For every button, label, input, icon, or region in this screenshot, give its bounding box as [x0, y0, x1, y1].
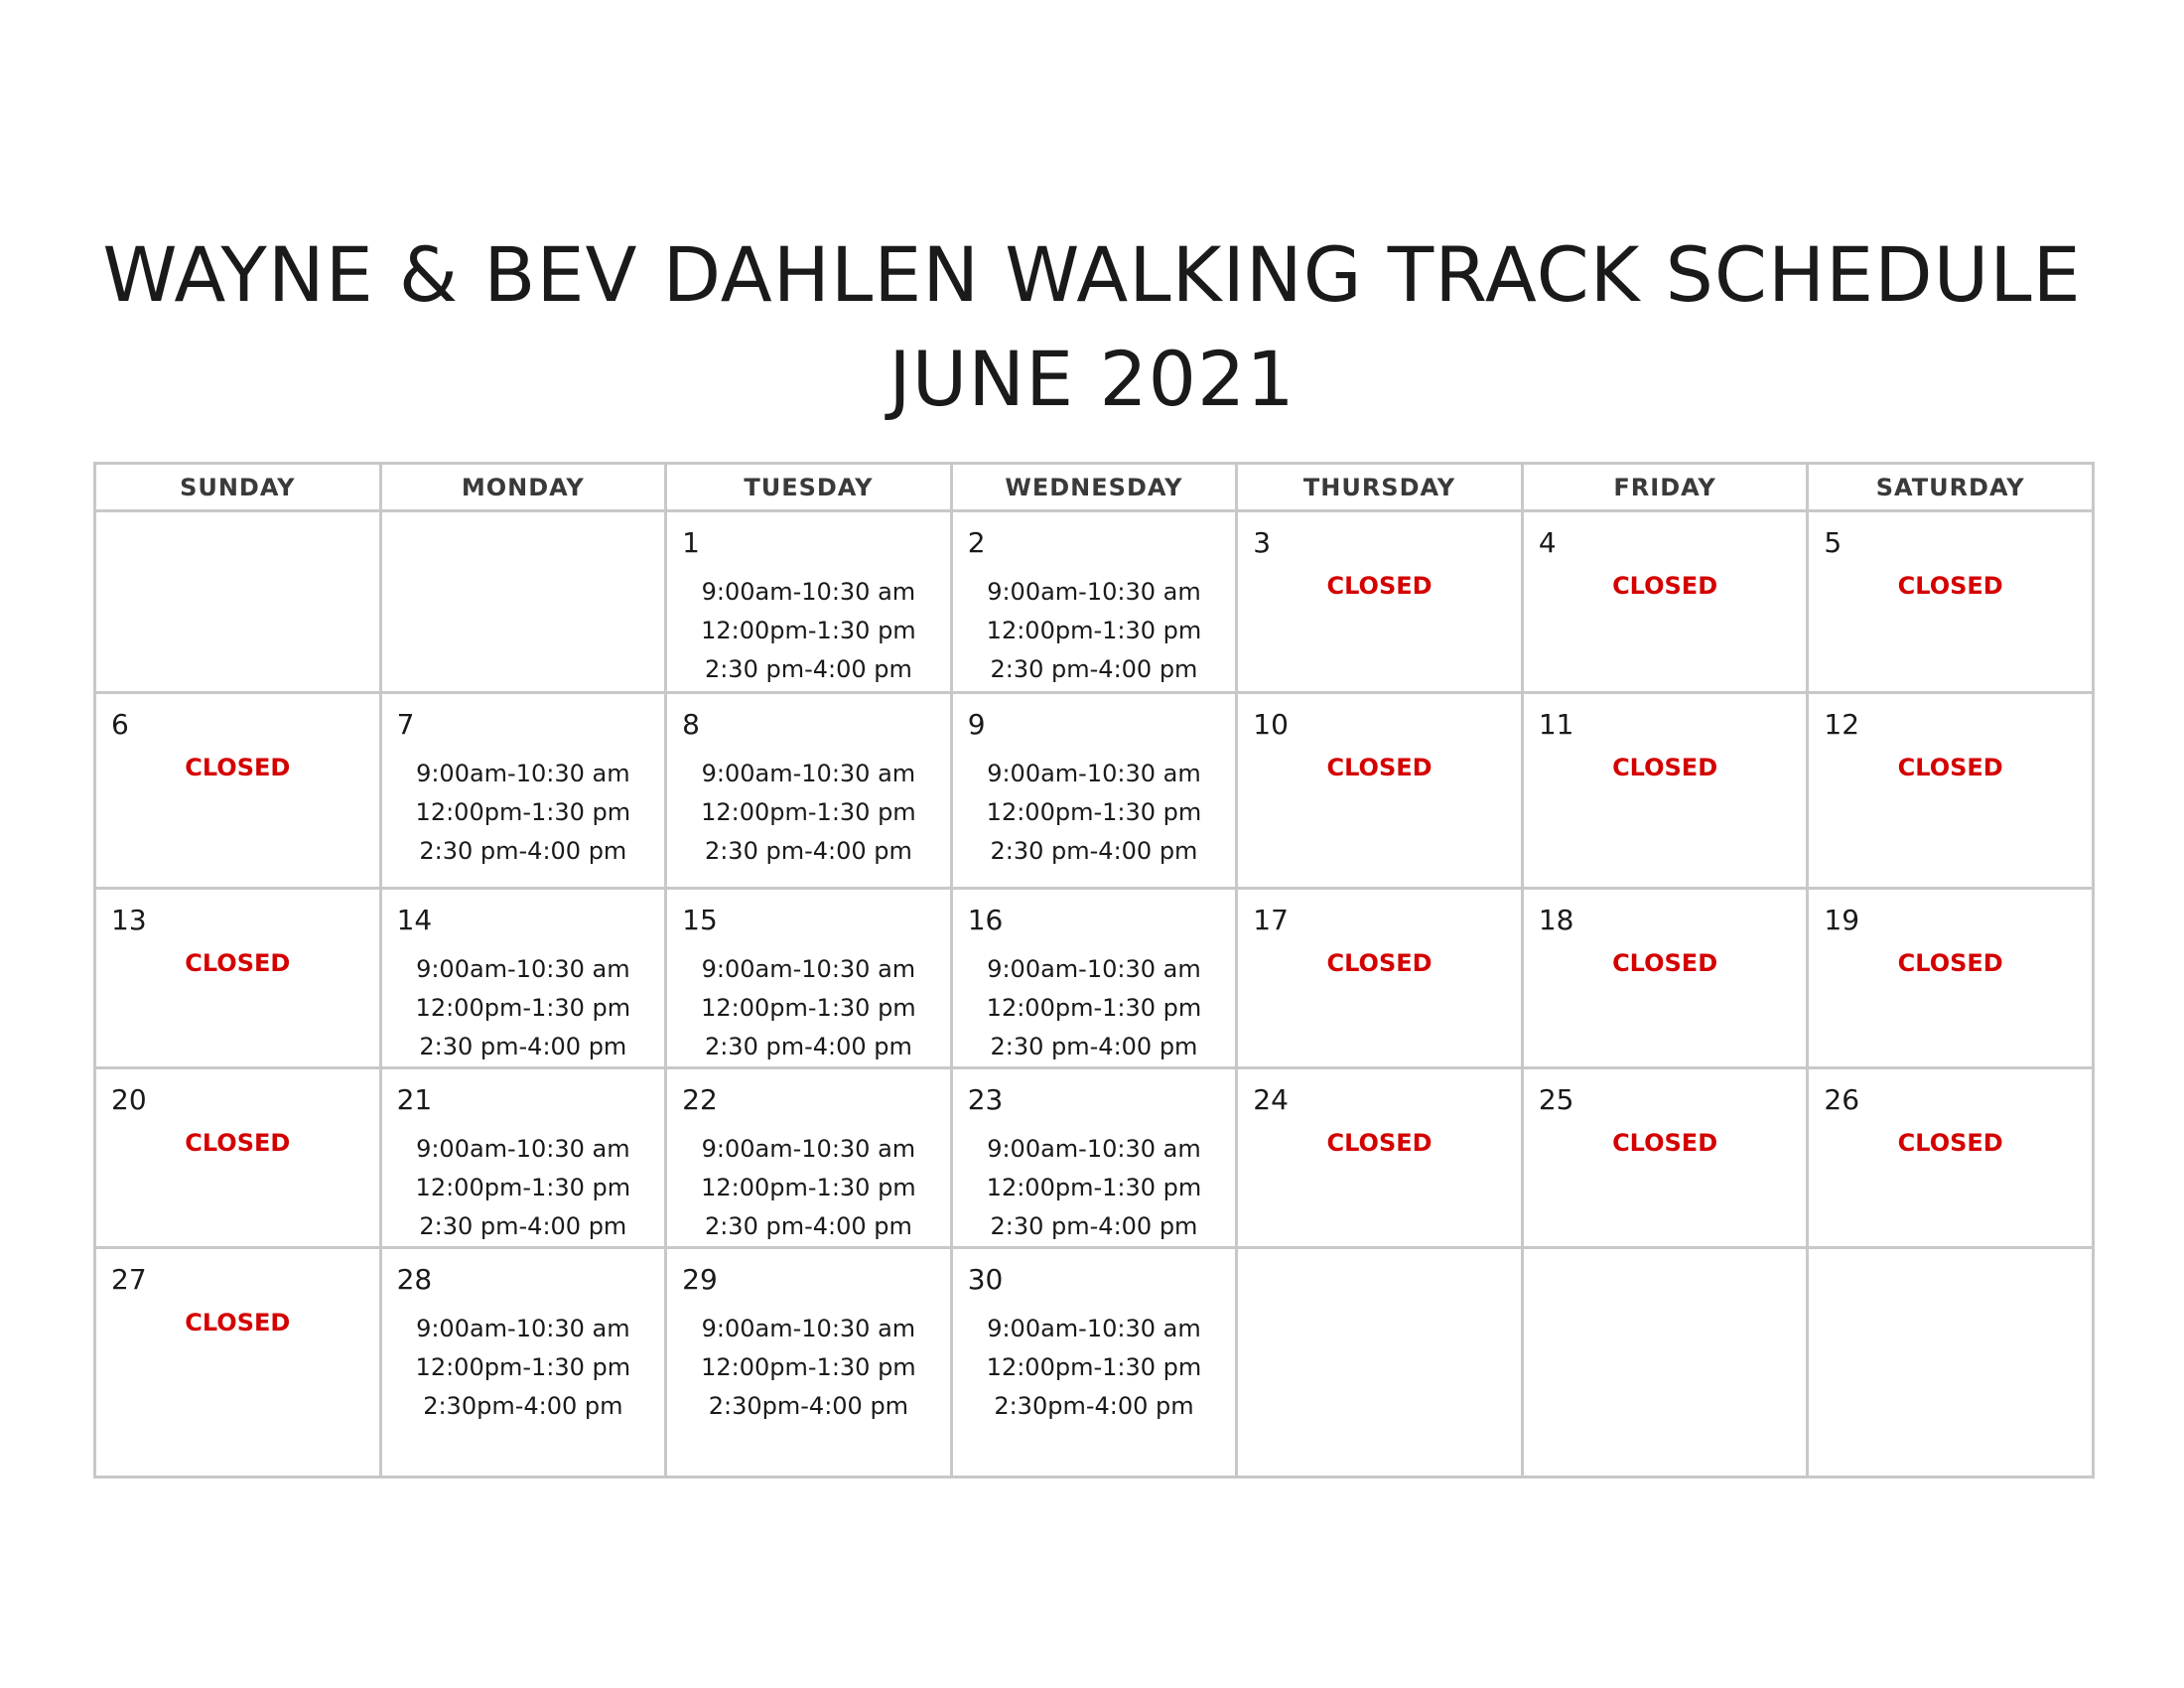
day-cell — [666, 889, 952, 1068]
time-slot: 2:30 pm-4:00 pm — [990, 655, 1198, 683]
day-number: 29 — [682, 1263, 718, 1296]
day-number: 8 — [682, 708, 700, 741]
time-slot-list — [953, 1130, 1236, 1246]
day-cell — [1522, 511, 1808, 693]
time-slot: 9:00am-10:30 am — [987, 955, 1201, 983]
time-slot: 12:00pm-1:30 pm — [415, 1353, 631, 1381]
time-slot: 2:30 pm-4:00 pm — [990, 1212, 1198, 1240]
week-row — [95, 511, 2094, 693]
time-slot: 12:00pm-1:30 pm — [701, 1353, 916, 1381]
time-slot-list — [953, 950, 1236, 1066]
day-cell — [951, 889, 1237, 1068]
week-row — [95, 1068, 2094, 1248]
day-cell — [666, 1248, 952, 1477]
time-slot-list — [667, 1310, 950, 1426]
day-number: 15 — [682, 904, 718, 936]
day-cell — [380, 1068, 666, 1248]
day-number: 21 — [396, 1083, 433, 1116]
day-number: 3 — [1253, 526, 1272, 559]
day-cell — [666, 693, 952, 889]
day-cell — [1237, 889, 1523, 1068]
time-slot: 2:30 pm-4:00 pm — [419, 837, 627, 865]
closed-label: CLOSED — [1897, 949, 2003, 977]
time-slot: 9:00am-10:30 am — [987, 578, 1201, 606]
time-slot-list — [953, 755, 1236, 871]
day-number: 4 — [1538, 526, 1557, 559]
day-number: 9 — [967, 708, 986, 741]
day-cell — [380, 693, 666, 889]
day-number: 30 — [967, 1263, 1004, 1296]
day-cell — [1237, 511, 1523, 693]
page-subtitle-month: JUNE 2021 — [888, 335, 1296, 423]
closed-label: CLOSED — [185, 1309, 291, 1336]
weekday-header: WEDNESDAY — [951, 464, 1237, 511]
day-cell — [95, 1068, 381, 1248]
day-number: 28 — [396, 1263, 433, 1296]
closed-label: CLOSED — [1612, 1129, 1718, 1157]
day-cell — [1522, 889, 1808, 1068]
day-number: 6 — [111, 708, 129, 741]
day-number: 10 — [1253, 708, 1289, 741]
time-slot: 9:00am-10:30 am — [701, 760, 916, 787]
day-cell — [1522, 693, 1808, 889]
closed-label: CLOSED — [1612, 572, 1718, 600]
time-slot: 12:00pm-1:30 pm — [701, 1174, 916, 1201]
weekday-header: THURSDAY — [1237, 464, 1523, 511]
day-cell — [666, 511, 952, 693]
calendar-body — [95, 511, 2094, 1477]
time-slot: 9:00am-10:30 am — [701, 1315, 916, 1342]
day-number: 17 — [1253, 904, 1289, 936]
time-slot-list — [953, 573, 1236, 689]
day-number: 19 — [1824, 904, 1860, 936]
closed-label: CLOSED — [1326, 949, 1433, 977]
time-slot-list — [382, 950, 665, 1066]
time-slot: 12:00pm-1:30 pm — [415, 994, 631, 1022]
day-number: 5 — [1824, 526, 1843, 559]
time-slot: 9:00am-10:30 am — [416, 955, 630, 983]
closed-label: CLOSED — [1326, 572, 1433, 600]
time-slot: 2:30 pm-4:00 pm — [704, 837, 912, 865]
weekday-header: SATURDAY — [1808, 464, 2094, 511]
day-number: 16 — [967, 904, 1004, 936]
day-cell — [666, 1068, 952, 1248]
time-slot: 2:30 pm-4:00 pm — [419, 1212, 627, 1240]
week-row — [95, 889, 2094, 1068]
day-number: 14 — [396, 904, 433, 936]
day-number: 22 — [682, 1083, 718, 1116]
closed-label: CLOSED — [1897, 754, 2003, 781]
day-number: 2 — [967, 526, 986, 559]
day-cell — [951, 1068, 1237, 1248]
empty-day-cell — [1237, 1248, 1523, 1477]
day-cell — [951, 1248, 1237, 1477]
time-slot: 12:00pm-1:30 pm — [701, 617, 916, 644]
week-row — [95, 693, 2094, 889]
day-number: 12 — [1824, 708, 1860, 741]
time-slot: 2:30 pm-4:00 pm — [419, 1033, 627, 1060]
time-slot: 12:00pm-1:30 pm — [415, 798, 631, 826]
closed-label: CLOSED — [1897, 572, 2003, 600]
time-slot: 9:00am-10:30 am — [987, 760, 1201, 787]
weekday-header: MONDAY — [380, 464, 666, 511]
time-slot: 9:00am-10:30 am — [416, 1315, 630, 1342]
time-slot-list — [382, 755, 665, 871]
time-slot: 12:00pm-1:30 pm — [701, 798, 916, 826]
closed-label: CLOSED — [1897, 1129, 2003, 1157]
day-number: 11 — [1538, 708, 1574, 741]
time-slot: 2:30 pm-4:00 pm — [704, 655, 912, 683]
time-slot: 12:00pm-1:30 pm — [986, 1353, 1202, 1381]
time-slot: 12:00pm-1:30 pm — [415, 1174, 631, 1201]
day-number: 27 — [111, 1263, 147, 1296]
closed-label: CLOSED — [185, 754, 291, 781]
time-slot: 9:00am-10:30 am — [701, 955, 916, 983]
time-slot: 9:00am-10:30 am — [701, 578, 916, 606]
day-cell — [1522, 1068, 1808, 1248]
weekday-header: TUESDAY — [666, 464, 952, 511]
time-slot: 9:00am-10:30 am — [416, 1135, 630, 1163]
day-number: 24 — [1253, 1083, 1289, 1116]
time-slot-list — [382, 1130, 665, 1246]
week-row — [95, 1248, 2094, 1477]
day-number: 23 — [967, 1083, 1004, 1116]
time-slot: 2:30 pm-4:00 pm — [990, 1033, 1198, 1060]
day-number: 1 — [682, 526, 700, 559]
empty-day-cell — [1808, 1248, 2094, 1477]
time-slot: 9:00am-10:30 am — [701, 1135, 916, 1163]
closed-label: CLOSED — [1326, 754, 1433, 781]
time-slot-list — [953, 1310, 1236, 1426]
time-slot: 12:00pm-1:30 pm — [701, 994, 916, 1022]
closed-label: CLOSED — [185, 949, 291, 977]
time-slot: 9:00am-10:30 am — [987, 1135, 1201, 1163]
time-slot: 12:00pm-1:30 pm — [986, 1174, 1202, 1201]
weekday-header: FRIDAY — [1522, 464, 1808, 511]
day-cell — [1808, 1068, 2094, 1248]
time-slot: 12:00pm-1:30 pm — [986, 617, 1202, 644]
day-cell — [1237, 1068, 1523, 1248]
day-cell — [380, 1248, 666, 1477]
time-slot: 9:00am-10:30 am — [416, 760, 630, 787]
time-slot-list — [667, 755, 950, 871]
empty-day-cell — [1522, 1248, 1808, 1477]
closed-label: CLOSED — [1612, 949, 1718, 977]
time-slot-list — [382, 1310, 665, 1426]
day-number: 26 — [1824, 1083, 1860, 1116]
day-cell — [951, 511, 1237, 693]
weekday-header-row — [95, 464, 2094, 511]
day-cell — [95, 889, 381, 1068]
day-number: 20 — [111, 1083, 147, 1116]
time-slot-list — [667, 1130, 950, 1246]
time-slot: 9:00am-10:30 am — [987, 1315, 1201, 1342]
time-slot: 2:30 pm-4:00 pm — [704, 1033, 912, 1060]
day-cell — [95, 1248, 381, 1477]
day-cell — [1808, 693, 2094, 889]
day-number: 25 — [1538, 1083, 1574, 1116]
time-slot: 12:00pm-1:30 pm — [986, 994, 1202, 1022]
time-slot-list — [667, 573, 950, 689]
empty-day-cell — [95, 511, 381, 693]
page-title: WAYNE & BEV DAHLEN WALKING TRACK SCHEDULE — [102, 230, 2082, 319]
day-cell — [1237, 693, 1523, 889]
time-slot: 2:30pm-4:00 pm — [708, 1392, 909, 1420]
weekday-header: SUNDAY — [95, 464, 381, 511]
day-cell — [95, 693, 381, 889]
closed-label: CLOSED — [1326, 1129, 1433, 1157]
time-slot: 2:30 pm-4:00 pm — [704, 1212, 912, 1240]
day-number: 18 — [1538, 904, 1574, 936]
day-number: 13 — [111, 904, 147, 936]
day-number: 7 — [396, 708, 415, 741]
empty-day-cell — [380, 511, 666, 693]
day-cell — [380, 889, 666, 1068]
time-slot: 2:30pm-4:00 pm — [994, 1392, 1194, 1420]
closed-label: CLOSED — [185, 1129, 291, 1157]
day-cell — [1808, 889, 2094, 1068]
day-cell — [1808, 511, 2094, 693]
day-cell — [951, 693, 1237, 889]
schedule-calendar — [93, 462, 2095, 1478]
time-slot-list — [667, 950, 950, 1066]
time-slot: 2:30pm-4:00 pm — [423, 1392, 623, 1420]
time-slot: 12:00pm-1:30 pm — [986, 798, 1202, 826]
time-slot: 2:30 pm-4:00 pm — [990, 837, 1198, 865]
closed-label: CLOSED — [1612, 754, 1718, 781]
